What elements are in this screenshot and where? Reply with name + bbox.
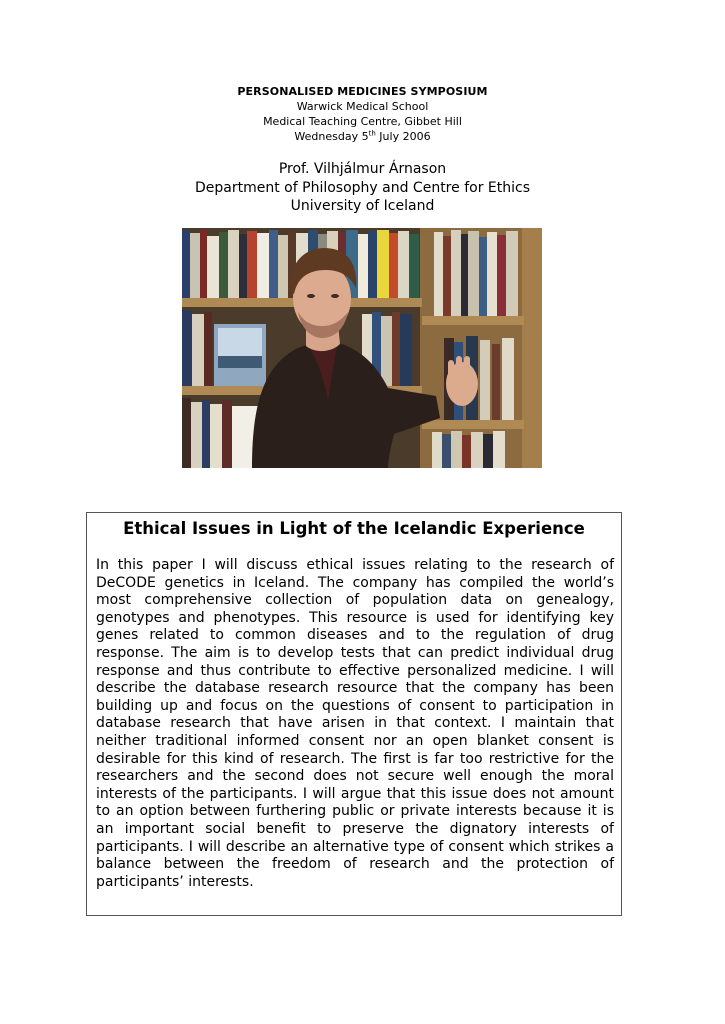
date-suffix: July 2006 (375, 130, 431, 143)
school-name: Warwick Medical School (296, 100, 429, 113)
symposium-title: PERSONALISED MEDICINES SYMPOSIUM (237, 85, 488, 98)
speaker-photo (182, 228, 542, 468)
speaker-name: Prof. Vilhjálmur Árnason (278, 161, 447, 177)
event-date (0, 129, 725, 144)
abstract-title: Ethical Issues in Light of the Icelandic Experience (123, 519, 585, 538)
date-superscript: th (368, 129, 376, 138)
speaker-department: Department of Philosophy and Centre for Ethics (195, 179, 530, 196)
speaker-block (0, 160, 725, 216)
event-header (0, 84, 725, 144)
venue-name: Medical Teaching Centre, Gibbet Hill (263, 115, 462, 128)
speaker-university: University of Iceland (290, 198, 435, 214)
abstract-box (86, 512, 622, 916)
date-prefix: Wednesday 5 (294, 130, 369, 143)
abstract-body: In this paper I will discuss ethical issues relating to the research of DeCODE genetics in Iceland. The company has compiled the world’s most comprehensive collection of population data on genealogy, genotypes and phenotypes. This resource is used for identifying key genes related to common diseases and to the regulation of drug response. The aim is to develop tests that can predict individual drug response and thus contribute to effective personalized medicine. I will describe the database research resource that the company has been building up and focus on the questions of consent to participation in database research that have arisen in that context. I maintain that neither traditional informed consent nor an open blanket consent is desirable for this kind of research. The first is far too restrictive for the researchers and the second does not secure well enough the moral interests of the participants. I will argue that this issue does not amount to an option between furthering public or private interests because it is an important social benefit to preserve the dignatory interests of participants. I will describe an alternative type of consent which strikes a balance between the freedom of research and the protection of participants’ interests. (96, 557, 614, 890)
